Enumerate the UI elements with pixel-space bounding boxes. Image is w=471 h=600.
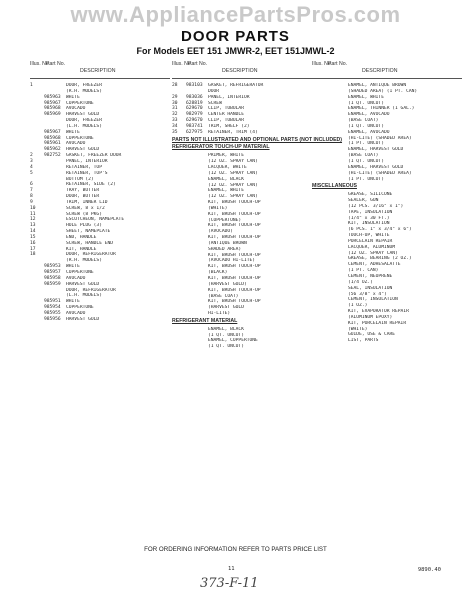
illus-no: 11: [30, 211, 36, 217]
illus-no-header: Illus. No.: [172, 61, 193, 67]
part-number: 985958: [44, 275, 61, 281]
part-description: TOUCH-UP, WHITE: [348, 233, 390, 239]
part-description: (BASE COAT): [348, 153, 379, 159]
part-description: PRIMER, WHITE: [208, 153, 244, 159]
part-number: [186, 344, 208, 350]
part-description: ENAMEL, THINNER (1 GAL.): [348, 106, 415, 112]
part-number: 985957: [44, 270, 61, 275]
part-number: 985967: [44, 100, 61, 106]
part-description: SCREW, 8 x 1/2: [66, 205, 105, 211]
part-description: KIT, BRUSH TOUCH-UP: [208, 287, 261, 293]
part-description: HARVEST GOLD: [66, 281, 100, 287]
part-number: 985956: [44, 316, 61, 322]
section-heading: PARTS NOT ILLUSTRATED AND OPTIONAL PARTS (NOT INCLUDED): [172, 136, 343, 143]
description-header: DESCRIPTION: [222, 68, 258, 74]
part-description: LACQUER, ALUMINUM: [348, 244, 396, 250]
illus-no: [172, 311, 186, 317]
part-description: (1 QT. UNCUT): [348, 100, 384, 106]
illus-no: 7: [30, 188, 33, 194]
part-row: [172, 311, 312, 317]
part-description: SCREW: [208, 100, 222, 106]
part-description: GREASE, BEARING (2 OZ.): [348, 256, 412, 262]
illus-no: [312, 338, 326, 344]
part-row: [30, 317, 170, 323]
part-description: TRIM, INNER LID: [66, 199, 108, 205]
part-number: 985963: [44, 94, 61, 100]
part-row: [172, 344, 312, 350]
part-description: (BASE COAT): [208, 293, 239, 299]
part-description: HARVEST GOLD: [66, 147, 100, 153]
part-description: KIT, INSULATION: [348, 221, 390, 227]
illus-no: 35: [172, 129, 178, 135]
part-no-header: Part No.: [188, 61, 208, 67]
part-description: KIT, BRUSH TOUCH-UP: [208, 299, 261, 305]
illus-no: 1: [30, 83, 33, 88]
part-description: SEALER, GUN: [348, 198, 379, 204]
part-description: DOOR, BUTTER: [66, 194, 100, 200]
part-description: SHADED AREA): [208, 246, 242, 252]
part-description: DOOR, REFRIGERATOR: [66, 252, 116, 258]
part-description: (12 OZ. SPRAY CAN): [208, 159, 258, 165]
part-description: (1 QT. UNCUT): [348, 123, 384, 129]
part-description: COPPERTONE: [66, 135, 94, 141]
part-description: (12 OZ. SPRAY CAN): [348, 250, 398, 256]
part-description: CEMENT, INSULATION: [348, 297, 398, 303]
part-description: BOTTOM (2): [66, 176, 94, 182]
illus-no: 16: [30, 240, 36, 246]
illus-no: 32: [172, 112, 178, 118]
part-description: HARVEST GOLD: [66, 316, 100, 322]
part-description: (1 PT. UNCUT): [348, 176, 384, 182]
part-description: (12 PCS. 3/16" x 1"): [348, 203, 404, 209]
part-number: [186, 311, 208, 317]
page-title: DOOR PARTS: [181, 28, 290, 45]
part-description: KIT, BRUSH TOUCH-UP: [208, 200, 261, 206]
illus-no-header: Illus. No.: [30, 61, 51, 67]
part-description: AVOCADO: [66, 275, 86, 281]
ordering-footer: FOR ORDERING INFORMATION REFER TO PARTS PRICE LIST: [144, 546, 327, 553]
part-description: CENTER HANDLE: [208, 112, 244, 118]
part-description: (BLACK): [208, 270, 228, 276]
part-description: HI-LITE): [208, 311, 231, 317]
part-number: [326, 177, 348, 183]
part-description: WHITE: [66, 264, 80, 270]
part-description: AVOCADO: [66, 106, 86, 112]
part-description: (1 QT. UNCUT): [208, 332, 244, 338]
part-description: KIT, BRUSH TOUCH-UP: [208, 252, 261, 258]
part-number: 982752: [44, 153, 61, 159]
part-description: (BASE COAT): [348, 118, 379, 124]
part-description: ESCUTCHEON, NAMEPLATE: [66, 217, 125, 223]
part-description: (AVOCADO): [208, 229, 233, 235]
part-description: RETAINER, TRIM (4): [208, 129, 258, 135]
section-heading: MISCELLANEOUS: [312, 183, 357, 190]
part-description: TAPE, INSULATION: [348, 209, 393, 215]
part-description: (HI-LITE) (SHADED AREA): [348, 170, 412, 176]
illus-no: 15: [30, 234, 36, 240]
part-description: (R.H. MODELS): [66, 258, 102, 264]
document-code: 9890.40: [417, 567, 441, 573]
part-description: ENAMEL, WHITE: [208, 188, 244, 194]
part-number: [326, 338, 348, 344]
part-description: KIT, PORCELAIN REPAIR: [348, 320, 407, 326]
part-number: 985954: [44, 305, 61, 311]
illus-no: 12: [30, 217, 36, 223]
part-description: KIT, BRUSH TOUCH-UP: [208, 264, 261, 270]
part-description: ENAMEL, AVOCADO: [348, 129, 390, 135]
part-description: (56 3/8" x 4"): [348, 291, 387, 297]
part-description: GUIDE, USE & CARE: [348, 332, 396, 338]
part-description: AVOCADO: [66, 141, 86, 147]
part-description: KIT, EVAPORATOR REPAIR: [348, 309, 409, 315]
part-number: 629670: [186, 106, 203, 112]
part-description: (COPPERTONE): [208, 217, 242, 223]
illus-no: 17: [30, 246, 36, 252]
illus-no: 5: [30, 170, 33, 176]
section-heading: REFRIGERANT MATERIAL: [172, 317, 238, 324]
part-description: (L.H. MODELS): [66, 293, 102, 299]
illus-no-header: Illus. No.: [312, 61, 333, 67]
illus-no: 29: [172, 94, 178, 100]
part-description: CEMENT, NEOPRENE: [348, 274, 393, 279]
part-number: 985968: [44, 106, 61, 112]
illus-no: [172, 344, 186, 350]
part-description: (ALUMINUM EPOXY): [348, 314, 393, 320]
part-description: ENAMEL, BLACK: [208, 326, 244, 332]
part-description: SEAL, INSULATION: [348, 285, 393, 291]
section-heading: REFRIGERATOR TOUCH-UP MATERIAL: [172, 144, 270, 151]
part-description: HOLE PLUG (3): [66, 223, 102, 229]
part-description: (L.H. MODELS): [66, 123, 102, 129]
illus-no: 2: [30, 153, 33, 159]
part-description: (6 PCS. 1" x 3/4" x 6"): [348, 227, 412, 233]
part-description: RETAINER, TOP'S: [66, 170, 108, 176]
part-description: ENAMEL, HARVEST GOLD: [348, 147, 404, 153]
part-description: END, HANDLE: [66, 234, 97, 240]
part-description: CEMENT, ADHESALATTE: [348, 262, 401, 268]
part-description: PORCELAIN REPAIR: [348, 238, 393, 244]
illus-no: [30, 317, 44, 323]
part-number: 985968: [44, 135, 61, 141]
page-number: 11: [228, 566, 235, 572]
part-description: (HARVEST GOLD): [208, 281, 247, 287]
part-description: PANEL, INTERIOR: [208, 94, 250, 100]
part-description: (1 QT. UNCUT): [208, 344, 244, 350]
part-number: 985955: [44, 310, 61, 316]
part-no-header: Part No.: [328, 61, 348, 67]
part-description: SHEET, NAMEPLATE: [66, 229, 111, 235]
part-number: 982979: [186, 112, 203, 118]
part-row: [312, 338, 462, 344]
handwritten-note: 373-F-11: [200, 576, 259, 591]
part-description: COPPERTONE: [66, 100, 94, 106]
part-description: (12 OZ. SPRAY CAN): [208, 182, 258, 188]
part-description: CLIP, TUBULAR: [208, 118, 244, 124]
description-header: DESCRIPTION: [362, 68, 398, 74]
part-description: LACQUER, WHITE: [208, 164, 247, 170]
part-description: (1 PT. UNCUT): [348, 141, 384, 147]
illus-no: 4: [30, 164, 33, 170]
part-description: RETAINER, SIDE (2): [66, 182, 116, 188]
part-description: SCREW (8 PKG): [66, 211, 102, 217]
part-description: TRAY, BUTTER: [66, 188, 100, 194]
part-description: DOOR, REFRIGERATOR: [66, 287, 116, 293]
part-description: ENAMEL, ANTIQUE BROWN: [348, 83, 407, 88]
part-description: (HARVEST GOLD: [208, 305, 244, 311]
part-description: (AVOCADO HI-LITE): [208, 258, 256, 264]
part-description: SCREW, HANDLE END: [66, 240, 114, 246]
part-description: (HI-LITE) (SHADED AREA): [348, 135, 412, 141]
parts-list: [30, 83, 170, 323]
part-number: 985962: [44, 147, 61, 153]
part-description: DOOR: [208, 88, 220, 94]
column-header: [30, 60, 170, 79]
part-description: (WHITE): [348, 326, 368, 332]
part-description: (12 OZ. SPRAY CAN): [208, 194, 258, 200]
part-number: 983103: [186, 83, 203, 88]
part-description: TRIM, SHELF (2): [208, 123, 250, 129]
part-description: (12 OZ. SPRAY CAN): [208, 170, 258, 176]
part-description: HARVEST GOLD: [66, 112, 100, 118]
part-description: GASKET, REFRIGERATOR: [208, 83, 264, 88]
part-description: ENAMEL, AVOCADO: [348, 112, 390, 118]
part-row: [312, 177, 462, 183]
part-description: ENAMEL, BLACK: [208, 176, 244, 182]
illus-no: [312, 177, 326, 183]
description-header: DESCRIPTION: [80, 68, 116, 74]
part-description: (1 PT. CAN): [348, 268, 379, 274]
part-description: (1/4 OZ.): [348, 279, 373, 285]
illus-no: 6: [30, 182, 33, 188]
part-description: ENAMEL, HARVEST GOLD: [348, 164, 404, 170]
part-description: (R.H. MODELS): [66, 88, 102, 94]
part-description: (1 QT. UNCUT): [348, 158, 384, 164]
part-number: 985967: [44, 129, 61, 135]
part-number: 985953: [44, 264, 61, 270]
part-description: KIT, HANDLE: [66, 246, 97, 252]
part-description: KIT, BRUSH TOUCH-UP: [208, 276, 261, 281]
part-row: [172, 130, 312, 136]
part-description: GREASE, SILICONE: [348, 192, 393, 198]
part-number: 629670: [186, 118, 203, 124]
part-description: DOOR, FREEZER: [66, 118, 102, 124]
parts-list: [312, 83, 462, 344]
illus-no: 3: [30, 158, 33, 164]
part-description: (1/4" x 30 FT.): [348, 215, 390, 221]
part-number: 985961: [44, 141, 61, 147]
part-description: LIST, PARTS: [348, 338, 379, 344]
part-no-header: Part No.: [46, 61, 66, 67]
part-number: 985959: [44, 281, 61, 287]
part-description: WHITE: [66, 299, 80, 305]
illus-no: 13: [30, 223, 36, 229]
illus-no: 30: [172, 100, 178, 106]
part-description: AVOCADO: [66, 310, 86, 316]
illus-no: 31: [172, 106, 178, 112]
column-header: [312, 60, 462, 79]
part-description: ENAMEL, WHITE: [348, 94, 384, 100]
illus-no: 9: [30, 199, 33, 205]
part-number: 627975: [186, 129, 203, 135]
illus-no: 28: [172, 83, 178, 88]
part-description: (ANTIQUE BROWN: [208, 240, 247, 246]
part-number: 983036: [186, 94, 203, 100]
part-description: RETAINER, TOP: [66, 164, 102, 170]
part-description: (SHADED AREA) (1 PT. CAN): [348, 88, 418, 94]
part-description: CLIP, TUBULAR: [208, 106, 244, 112]
part-description: ENAMEL, COPPERTONE: [208, 338, 258, 344]
part-number: 983741: [186, 123, 203, 129]
watermark: www.AppliancePartsPros.com: [70, 2, 401, 27]
part-description: KIT, BRUSH TOUCH-UP: [208, 235, 261, 241]
part-description: COPPERTONE: [66, 305, 94, 311]
illus-no: 34: [172, 123, 178, 129]
part-description: GASKET, FREEZER DOOR: [66, 153, 122, 159]
part-number: 985951: [44, 299, 61, 305]
page-subtitle: For Models EET 151 JMWR-2, EET 151JMWL-2: [136, 46, 335, 56]
illus-no: 8: [30, 194, 33, 200]
part-description: WHITE: [66, 94, 80, 100]
illus-no: 10: [30, 205, 36, 211]
part-description: WHITE: [66, 129, 80, 135]
illus-no: 18: [30, 252, 36, 258]
parts-column-3: [312, 60, 462, 344]
parts-column-1: [30, 60, 170, 323]
part-description: COPPERTONE: [66, 270, 94, 275]
illus-no: 14: [30, 229, 36, 235]
part-description: KIT, BRUSH TOUCH-UP: [208, 211, 261, 217]
part-description: KIT, BRUSH TOUCH-UP: [208, 223, 261, 229]
part-description: (1 OZ.): [348, 303, 368, 309]
part-description: PANEL, INTERIOR: [66, 158, 108, 164]
part-description: (WHITE): [208, 205, 228, 211]
illus-no: 33: [172, 118, 178, 124]
column-header: [172, 60, 312, 79]
part-description: DOOR, FREEZER: [66, 83, 102, 88]
part-number: 628819: [186, 100, 203, 106]
part-number: 985969: [44, 112, 61, 118]
